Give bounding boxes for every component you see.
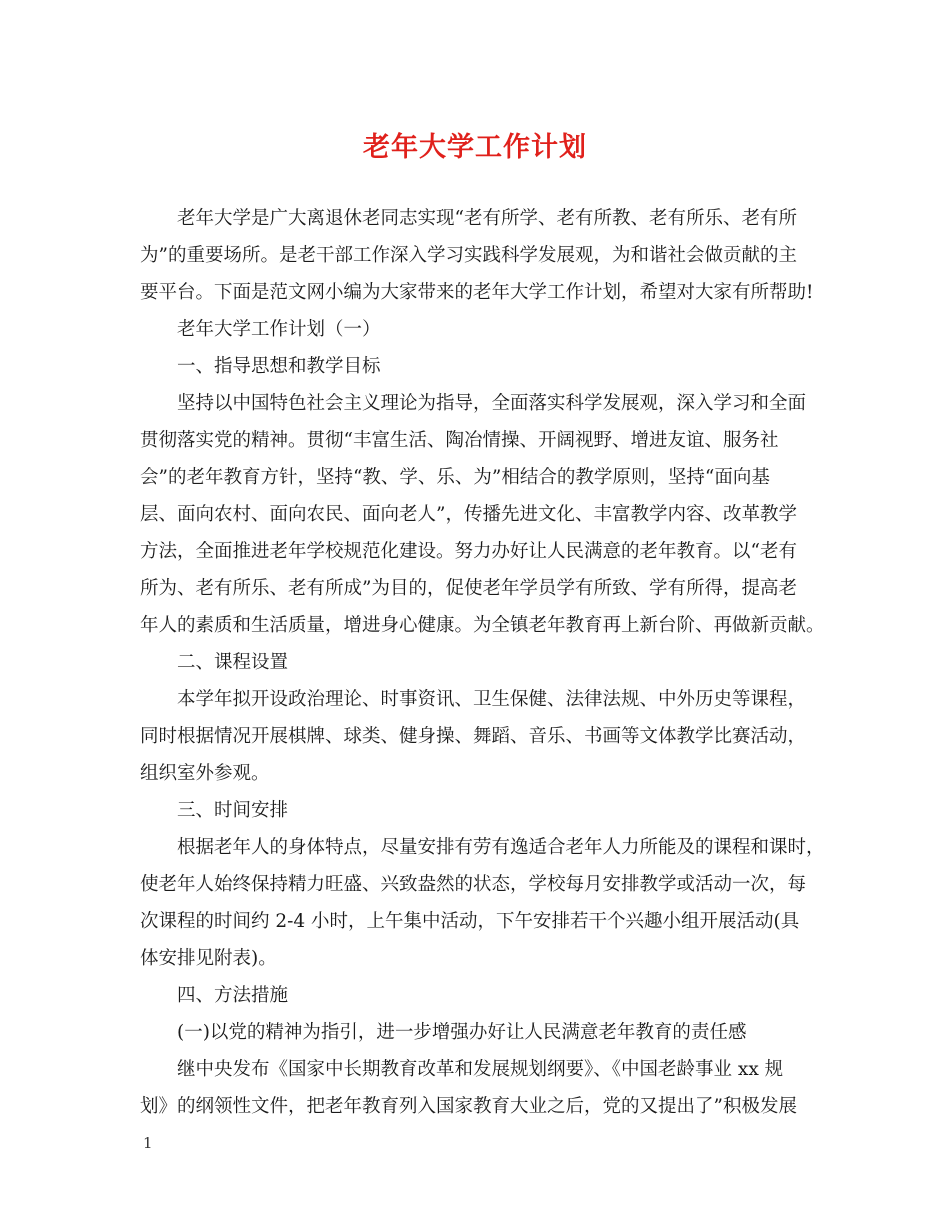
section-heading-schedule bbox=[140, 792, 830, 829]
document-body bbox=[140, 200, 830, 1125]
text-line: 组织室外参观。 bbox=[140, 763, 270, 784]
text-line: 继中央发布《国家中长期教育改革和发展规划纲要》、《中国老龄事业 xx 规 bbox=[177, 1059, 784, 1080]
text-line: 体安排见附表)。 bbox=[140, 948, 277, 969]
text-line: 老年大学工作计划（一） bbox=[177, 319, 381, 340]
section-heading-plan-one bbox=[140, 311, 830, 348]
text-line: 本学年拟开设政治理论、时事资讯、卫生保健、法律法规、中外历史等课程， bbox=[177, 689, 807, 710]
text-line: 四、方法措施 bbox=[177, 985, 289, 1006]
text-line: 划》的纲领性文件，把老年教育列入国家教育大业之后，党的又提出了”积极发展 bbox=[140, 1096, 797, 1117]
text-line: 为”的重要场所。是老干部工作深入学习实践科学发展观，为和谐社会做贡献的主 bbox=[140, 245, 797, 266]
paragraph-schedule bbox=[140, 829, 830, 977]
section-heading-guiding-ideology bbox=[140, 348, 830, 385]
text-line: 使老年人始终保持精力旺盛、兴致盎然的状态，学校每月安排教学或活动一次，每 bbox=[140, 874, 807, 895]
text-line: 层、面向农村、面向农民、面向老人”，传播先进文化、丰富教学内容、改革教学 bbox=[140, 504, 797, 525]
text-line: 坚持以中国特色社会主义理论为指导，全面落实科学发展观，深入学习和全面 bbox=[177, 393, 807, 414]
document-title: 老年大学工作计划 bbox=[363, 132, 587, 163]
page-number: 1 bbox=[143, 1134, 153, 1152]
text-line: 次课程的时间约 2-4 小时，上午集中活动，下午安排若干个兴趣小组开展活动(具 bbox=[140, 911, 800, 932]
text-line: 年人的素质和生活质量，增进身心健康。为全镇老年教育再上新台阶、再做新贡献。 bbox=[140, 615, 825, 636]
text-line: 要平台。下面是范文网小编为大家带来的老年大学工作计划，希望对大家有所帮助! bbox=[140, 282, 814, 303]
text-line: 同时根据情况开展棋牌、球类、健身操、舞蹈、音乐、书画等文体教学比赛活动， bbox=[140, 726, 807, 747]
paragraph-intro bbox=[140, 200, 830, 311]
text-line: 三、时间安排 bbox=[177, 800, 289, 821]
text-line: 二、课程设置 bbox=[177, 652, 289, 673]
text-line: 会”的老年教育方针，坚持“教、学、乐、为”相结合的教学原则，坚持“面向基 bbox=[140, 467, 770, 488]
text-line: (一)以党的精神为指引，进一步增强办好让人民满意老年教育的责任感 bbox=[177, 1022, 747, 1043]
subsection-heading-party-spirit bbox=[140, 1014, 830, 1051]
text-line: 贯彻落实党的精神。贯彻“丰富生活、陶冶情操、开阔视野、增进友谊、服务社 bbox=[140, 430, 779, 451]
text-line: 老年大学是广大离退休老同志实现“老有所学、老有所教、老有所乐、老有所 bbox=[177, 208, 797, 229]
text-line: 根据老年人的身体特点，尽量安排有劳有逸适合老年人力所能及的课程和课时， bbox=[177, 837, 825, 858]
paragraph-guiding-ideology bbox=[140, 385, 830, 644]
text-line: 方法，全面推进老年学校规范化建设。努力办好让人民满意的老年教育。以“老有 bbox=[140, 541, 797, 562]
paragraph-party-spirit bbox=[140, 1051, 830, 1125]
text-line: 所为、老有所乐、老有所成”为目的，促使老年学员学有所致、学有所得，提高老 bbox=[140, 578, 797, 599]
text-line: 一、指导思想和教学目标 bbox=[177, 356, 381, 377]
paragraph-curriculum bbox=[140, 681, 830, 792]
section-heading-curriculum bbox=[140, 644, 830, 681]
section-heading-methods bbox=[140, 977, 830, 1014]
